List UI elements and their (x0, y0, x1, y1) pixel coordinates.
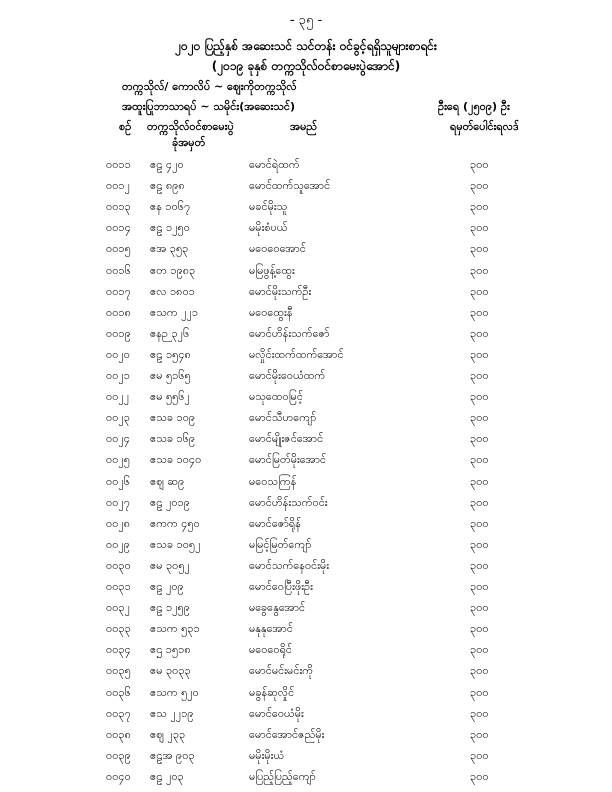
row-total-marks: ၃၀၀ (470, 242, 489, 256)
row-student-name: မောင်ဝေယံမိုး (249, 706, 304, 720)
row-student-name: မပြည့်ပြည့်ကျော် (249, 769, 316, 783)
row-student-name: မောင်မြတ်မိုးအောင် (249, 453, 327, 467)
row-exam-id: ဧမ ၃၀၃၃ (150, 664, 191, 678)
row-exam-id: ဧလ ၁၈၀၁ (150, 284, 195, 298)
row-total-marks: ၃၀၀ (470, 432, 489, 446)
row-student-name: မောင်ရဲထက် (249, 158, 300, 171)
row-serial-no: ၀၀၂၉ (106, 537, 130, 551)
row-total-marks: ၃၀၀ (470, 263, 489, 277)
row-serial-no: ၀၀၄၀ (106, 769, 131, 783)
row-total-marks: ၃၀၀ (470, 601, 489, 615)
row-exam-id: ဧမ ၅၁၆၅ (150, 369, 191, 382)
row-total-marks: ၃၀၀ (470, 706, 489, 720)
row-serial-no: ၀၀၂၄ (106, 432, 130, 446)
row-student-name: မောင်မိုးသက်ဦး (249, 284, 312, 298)
row-serial-no: ၀၀၁၄ (106, 221, 131, 235)
row-exam-id: ဧဠ ၁၂၅၀ (150, 221, 190, 235)
row-exam-id: ဧဠ ၄၂၀ (150, 158, 184, 171)
row-total-marks: ၃၀၀ (470, 453, 489, 467)
row-serial-no: ၀၀၁၇ (106, 284, 131, 298)
table-row (0, 557, 612, 578)
row-total-marks: ၃၀၀ (470, 179, 489, 193)
row-total-marks: ၃၀၀ (470, 664, 489, 678)
row-total-marks: ၃၀၀ (470, 284, 489, 298)
row-student-name: မဝေသကြန် (249, 474, 297, 488)
row-serial-no: ၀၀၃၂ (106, 601, 130, 615)
table-row (0, 515, 612, 536)
row-total-marks: ၃၀၀ (470, 474, 489, 488)
header-exam-id: တက္ကသိုလ်ဝင်စာမေးပွဲ (147, 120, 234, 133)
table-row (0, 219, 612, 240)
row-exam-id: ဧဈ ၂၃၃ (150, 727, 186, 741)
row-serial-no: ၀၀၃၃ (106, 622, 131, 636)
document-subtitle: (၂၀၁၉ ခုနှစ် တက္ကသိုလ်ဝင်စာမေးပွဲအောင်) (211, 59, 401, 73)
row-total-marks: ၃၀၀ (470, 347, 489, 361)
row-student-name: မဝေထွေးနီ (249, 305, 293, 319)
table-row (0, 388, 612, 409)
table-row (0, 177, 612, 198)
row-exam-id: ဧသက ၂၂၁ (150, 305, 199, 319)
total-count: ဦးရေ (၂၅၀၉) ဦး (438, 100, 510, 113)
table-row (0, 473, 612, 494)
row-exam-id: ဧဠ ၂၀၉ (150, 580, 184, 593)
row-exam-id: ဧသခ ၁၀၅၂ (150, 537, 201, 551)
university-label: တက္ကသိုလ်/ ကောလိပ် ~ ဈေးကိုတက္ကသိုလ် (122, 80, 297, 93)
row-student-name: မောင်အောင်ဇည်မိုး (249, 727, 325, 741)
table-row (0, 325, 612, 346)
header-exam-id-line2: ခုံအမှတ် (172, 136, 206, 149)
row-total-marks: ၃၀၀ (470, 495, 489, 509)
table-row (0, 494, 612, 515)
row-student-name: မနုနုအောင် (249, 622, 293, 636)
table-row (0, 198, 612, 219)
row-serial-no: ၀၀၁၉ (106, 326, 131, 340)
row-exam-id: ဧန ၁၀၆၇ (150, 200, 191, 214)
row-serial-no: ၀၀၃၈ (106, 727, 131, 741)
row-serial-no: ၀၀၂၇ (106, 495, 130, 509)
row-serial-no: ၀၀၃၁ (106, 580, 131, 593)
header-total-marks: ရမှတ်ပေါင်းရလဒ် (450, 120, 519, 133)
row-student-name: မမြင့်မြတ်ကျော် (249, 537, 312, 551)
row-serial-no: ၀၀၁၁ (106, 158, 131, 171)
document-title: ၂၀၂၀ ပြည့်နှစ် အဆေးသင် သင်တန်း ဝင်ခွင့်ရရှိသူများစာရင်း (175, 39, 437, 53)
row-exam-id: ဧဠ ၂၀၃ (150, 769, 184, 783)
table-row (0, 304, 612, 325)
table-row (0, 768, 612, 789)
row-total-marks: ၃၀၀ (470, 537, 489, 551)
row-exam-id: ဧဠ ၁၂၅၉ (150, 601, 190, 615)
row-total-marks: ၃၀၀ (470, 748, 489, 762)
row-total-marks: ၃၀၀ (470, 411, 489, 425)
row-student-name: မမြဖွန့်ထွေး (249, 263, 295, 277)
row-exam-id: ဧဠ ၂၀၁၉ (150, 495, 190, 509)
row-student-name: မဝေဝေရိုင် (249, 643, 293, 657)
row-exam-id: ဧသခ ၁၀၉ (150, 411, 196, 425)
row-total-marks: ၃၀၀ (470, 727, 489, 741)
row-exam-id: ဧဠအ ၉၀၃ (150, 748, 195, 762)
row-exam-id: ဧနဉ ၃၂၆ (150, 326, 190, 340)
row-serial-no: ၀၀၃၇ (106, 706, 131, 720)
row-serial-no: ၀၀၂၀ (106, 347, 130, 361)
row-serial-no: ၀၀၁၈ (106, 305, 131, 319)
header-name: အမည် (290, 120, 318, 133)
table-row (0, 620, 612, 641)
table-row (0, 536, 612, 557)
page-number: - ၃၅ - (289, 13, 323, 28)
row-student-name: မခင်မိုးသူ (249, 200, 288, 214)
table-row (0, 240, 612, 261)
row-student-name: မခွန်ဆုလှိုင် (249, 685, 295, 699)
row-serial-no: ၀၀၃၉ (106, 748, 131, 762)
row-serial-no: ၀၀၃၀ (106, 558, 131, 572)
row-student-name: မောင်သီဟကျော် (249, 411, 317, 425)
row-student-name: မလှိုင်းထက်ထက်အောင် (249, 347, 344, 361)
row-student-name: မမိုးမိုးယံ (249, 748, 285, 762)
row-student-name: မမိုးစံပယ် (249, 221, 288, 235)
table-row (0, 747, 612, 768)
row-student-name: မဝေဝေအောင် (249, 242, 306, 256)
row-total-marks: ၃၀၀ (470, 369, 489, 382)
row-serial-no: ၀၀၂၆ (106, 474, 130, 488)
row-exam-id: ဧဠ ၁၅၄၈ (150, 347, 191, 361)
row-serial-no: ၀၀၂၈ (106, 516, 131, 530)
row-student-name: မောင်ထက်သူအောင် (249, 179, 331, 193)
row-serial-no: ၀၀၃၄ (106, 643, 131, 657)
row-total-marks: ၃၀၀ (470, 390, 489, 404)
row-serial-no: ၀၀၁၃ (106, 200, 131, 214)
row-serial-no: ၀၀၂၅ (106, 453, 130, 467)
row-exam-id: ဧသခ ၁၀၄၀ (150, 453, 202, 467)
row-exam-id: ဧသက ၅၃၁ (150, 622, 200, 636)
row-exam-id: ဧဠ ၈၉၈ (150, 179, 185, 193)
row-exam-id: ဧအ ၃၅၃ (150, 242, 189, 256)
row-serial-no: ၀၀၁၆ (106, 263, 131, 277)
row-serial-no: ၀၀၃၆ (106, 685, 131, 699)
row-exam-id: ဧမ ၅၅၆၂ (150, 390, 190, 404)
table-row (0, 156, 612, 177)
row-student-name: မောင်ဟိန်းသက်ဝင်း (249, 495, 328, 509)
row-student-name: မောင်ဝေပြီးဖိုးဦး (249, 580, 313, 593)
row-total-marks: ၃၀၀ (470, 558, 489, 572)
table-row (0, 283, 612, 304)
row-total-marks: ၃၀၀ (470, 516, 489, 530)
row-serial-no: ၀၀၂၁ (106, 369, 130, 382)
table-row (0, 262, 612, 283)
row-exam-id: ဧသ ၂၂၁၉ (150, 706, 194, 720)
table-row (0, 430, 612, 451)
row-total-marks: ၃၀၀ (470, 326, 489, 340)
row-total-marks: ၃၀၀ (470, 580, 489, 593)
table-row (0, 451, 612, 472)
row-exam-id: ဧကက ၄၅၀ (150, 516, 200, 530)
row-student-name: မောင်မင်းမင်းကို (249, 664, 314, 678)
row-exam-id: ဧတ ၁၉၈၃ (150, 263, 196, 277)
row-student-name: မောင်မျိုးဇင်အောင် (249, 432, 324, 446)
row-student-name: မောင်ဟိန်းသက်ဇော် (249, 326, 330, 340)
row-exam-id: ဧမ ၃၀၅၂ (150, 558, 190, 572)
row-serial-no: ၀၀၂၂ (106, 390, 130, 404)
table-row (0, 705, 612, 726)
table-row (0, 578, 612, 599)
row-total-marks: ၃၀၀ (470, 200, 489, 214)
row-exam-id: ဧသခ ၁၆၉ (150, 432, 196, 446)
row-total-marks: ၃၀၀ (470, 769, 489, 783)
table-row (0, 684, 612, 705)
table-row (0, 599, 612, 620)
table-row (0, 409, 612, 430)
row-total-marks: ၃၀၀ (470, 305, 489, 319)
row-serial-no: ၀၀၃၅ (106, 664, 131, 678)
row-total-marks: ၃၀၀ (470, 158, 489, 171)
row-exam-id: ဧဈ ဆ၉ (150, 474, 185, 488)
major-label: အထူးပြုဘာသာရပ် ~ သမိုင်း(အဆေးသင်) (122, 100, 296, 113)
row-student-name: မောင်သက်နေဝင်းမိုး (249, 558, 330, 572)
table-row (0, 726, 612, 747)
row-exam-id: ဧသက ၅၂၀ (150, 685, 199, 699)
row-student-name: မခွေနွေအောင် (249, 601, 306, 615)
row-student-name: မသုထေဝမြင့် (249, 390, 303, 404)
header-serial-no: စဉ် (119, 120, 132, 133)
table-row (0, 662, 612, 683)
row-serial-no: ၀၀၂၃ (106, 411, 130, 425)
row-student-name: မောင်ဇော်ရိုန် (249, 516, 301, 530)
row-total-marks: ၃၀၀ (470, 685, 489, 699)
row-serial-no: ၀၀၁၅ (106, 242, 131, 256)
row-student-name: မောင်မိုးဝေယံထက် (249, 369, 326, 382)
row-total-marks: ၃၀၀ (470, 622, 489, 636)
table-row (0, 346, 612, 367)
row-exam-id: ဧဌ ၁၅၁၈ (150, 643, 191, 657)
row-total-marks: ၃၀၀ (470, 643, 489, 657)
table-row (0, 641, 612, 662)
row-total-marks: ၃၀၀ (470, 221, 489, 235)
row-serial-no: ၀၀၁၂ (106, 179, 130, 193)
table-row (0, 367, 612, 388)
